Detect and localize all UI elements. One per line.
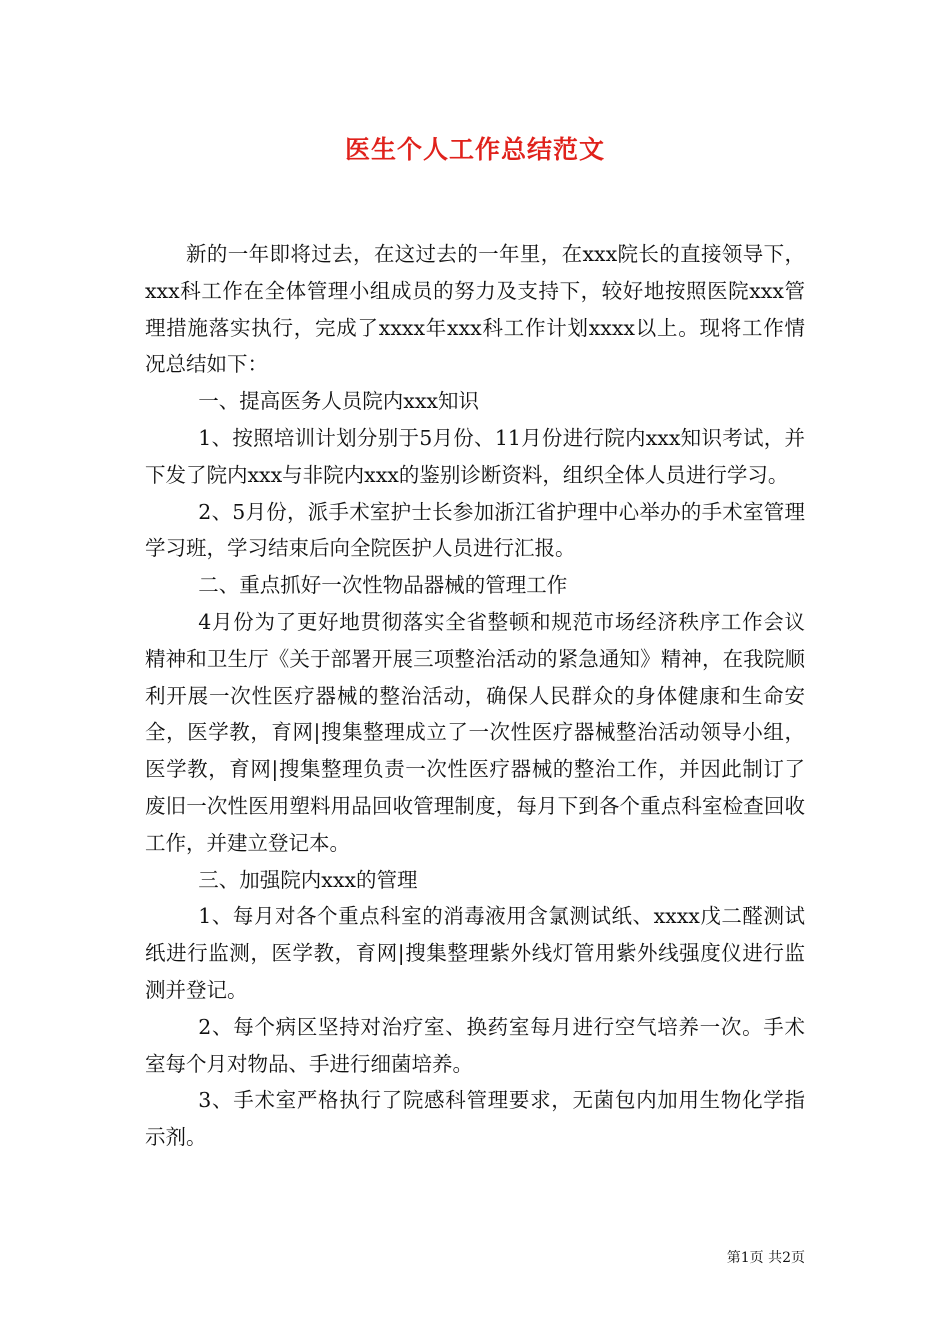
document-title: 医生个人工作总结范文: [344, 135, 605, 164]
paragraph-item-3-2: 2、每个病区坚持对治疗室、换药室每月进行空气培养一次。手术室每个月对物品、手进行细菌培养。: [145, 1014, 805, 1076]
paragraph-section-2: 4月份为了更好地贯彻落实全省整顿和规范市场经济秩序工作会议精神和卫生厅《关于部署开展三项整治活动的紧急通知》精神，在我院顺利开展一次性医疗器械的整治活动，确保人民群众的身体健康和生命安全，医学教，育网|搜集整理成立了一次性医疗器械整治活动领导小组，医学教，育网|搜集整理负责一次性医疗器械的整治工作，并因此制订了废旧一次性医用塑料用品回收管理制度，每月下到各个重点科室检查回收工作，并建立登记本。: [145, 609, 805, 855]
paragraph-intro: 新的一年即将过去，在这过去的一年里，在xxx院长的直接领导下，xxx科工作在全体管理小组成员的努力及支持下，较好地按照医院xxx管理措施落实执行，完成了xxxx年xxx科工作计划xxxx以上。现将工作情况总结如下：: [145, 242, 805, 377]
section-heading-1: 一、提高医务人员院内xxx知识: [198, 389, 479, 414]
paragraph-item-3-3: 3、手术室严格执行了院感科管理要求，无菌包内加用生物化学指示剂。: [145, 1088, 805, 1150]
section-heading-3: 三、加强院内xxx的管理: [198, 867, 418, 892]
section-heading-2: 二、重点抓好一次性物品器械的管理工作: [198, 573, 568, 598]
paragraph-item-1-1: 1、按照培训计划分别于5月份、11月份进行院内xxx知识考试，并下发了院内xxx与非院内xxx的鉴别诊断资料，组织全体人员进行学习。: [145, 425, 805, 487]
paragraph-item-3-1: 1、每月对各个重点科室的消毒液用含氯测试纸、xxxx戊二醛测试纸进行监测，医学教，育网|搜集整理紫外线灯管用紫外线强度仪进行监测并登记。: [145, 904, 805, 1002]
page-number: 第1页 共2页: [726, 1250, 805, 1266]
paragraph-item-1-2: 2、5月份，派手术室护士长参加浙江省护理中心举办的手术室管理学习班，学习结束后向全院医护人员进行汇报。: [145, 499, 805, 561]
document-body: [145, 236, 805, 1156]
